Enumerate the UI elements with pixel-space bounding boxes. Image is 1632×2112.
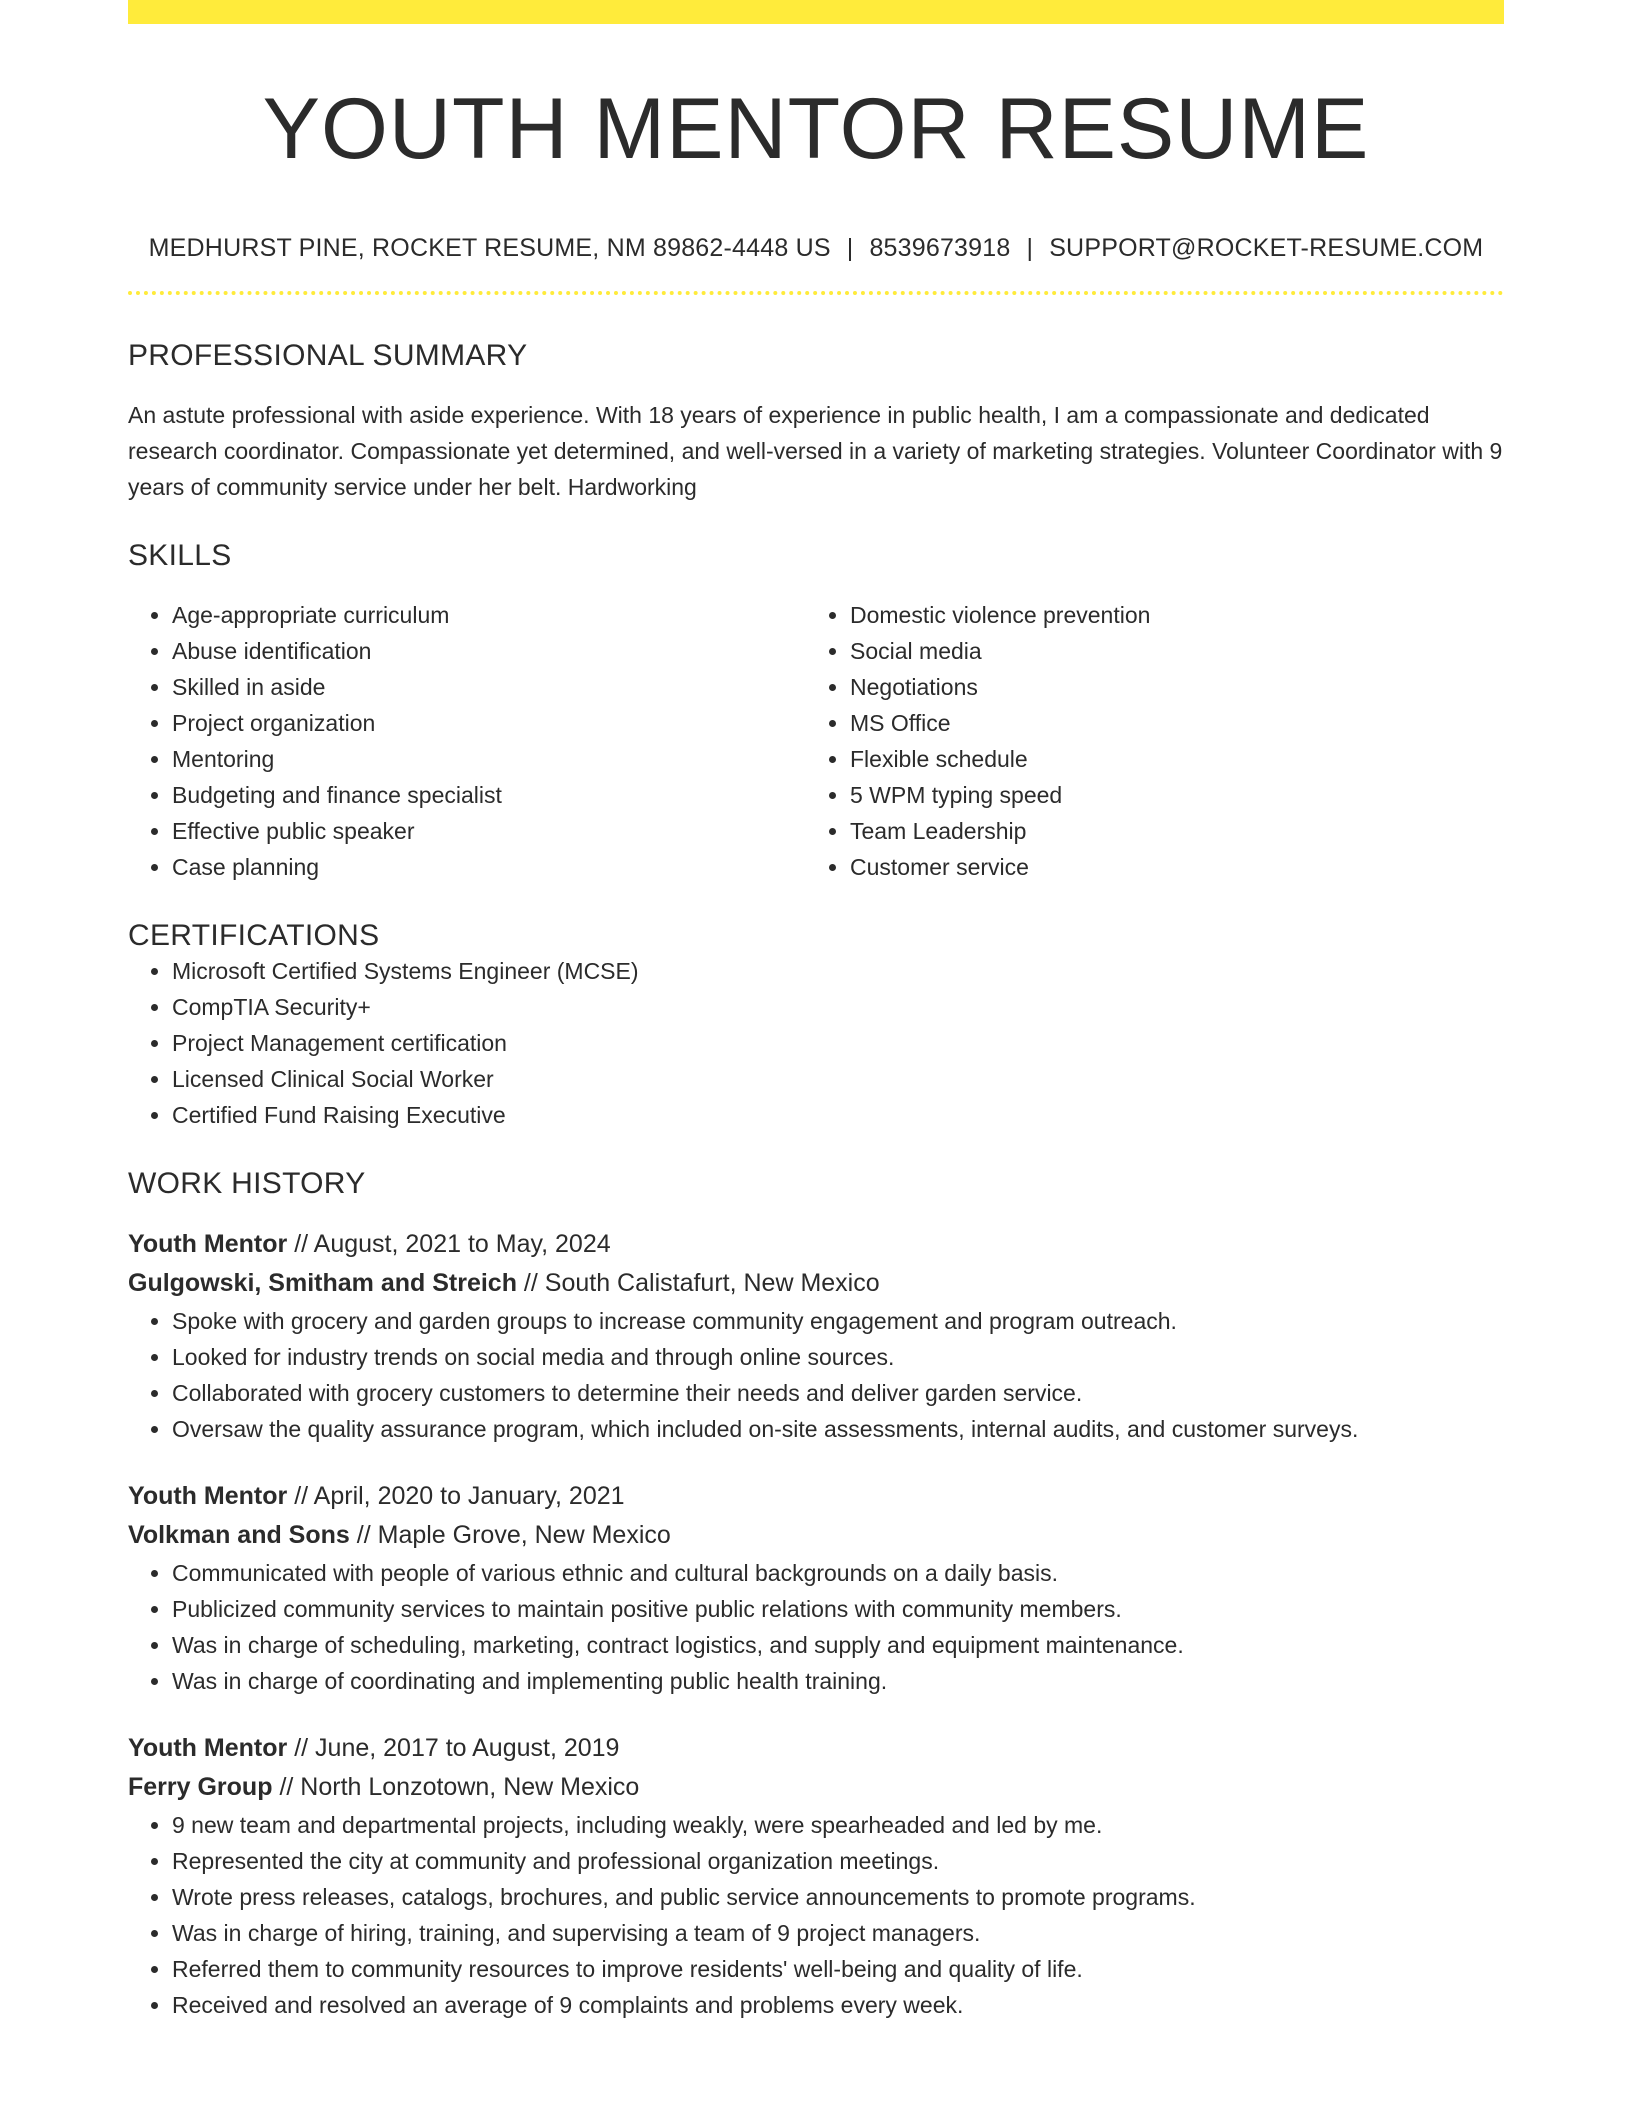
job-separator: // <box>523 1269 538 1298</box>
skill-item: • Effective public speaker <box>172 813 806 849</box>
skill-item: • Mentoring <box>172 741 806 777</box>
job-duty: • Wrote press releases, catalogs, brochures, and public service announcements to promote programs. <box>172 1879 1504 1915</box>
job-company: Gulgowski, Smitham and Streich <box>128 1269 517 1298</box>
job-duty: • Oversaw the quality assurance program, which included on-site assessments, internal audits, and customer surveys. <box>172 1411 1504 1447</box>
certification-item: • CompTIA Security+ <box>172 989 1504 1025</box>
job-company-line <box>128 1768 1504 1807</box>
job-entry <box>128 1477 1504 1699</box>
skills-list-right <box>806 597 1484 885</box>
accent-top-bar <box>128 0 1504 24</box>
job-duty: • 9 new team and departmental projects, including weakly, were spearheaded and led by me. <box>172 1807 1504 1843</box>
dotted-divider <box>128 291 1504 295</box>
contact-separator: | <box>846 234 854 263</box>
job-separator: // <box>279 1773 294 1802</box>
job-duty: • Was in charge of coordinating and implementing public health training. <box>172 1663 1504 1699</box>
job-company-line <box>128 1516 1504 1555</box>
job-duties-list <box>128 1303 1504 1447</box>
skills-grid <box>128 597 1504 885</box>
contact-address: MEDHURST PINE, ROCKET RESUME, NM 89862-4448 US <box>148 234 831 263</box>
job-role: Youth Mentor <box>128 1482 288 1511</box>
job-duty: • Was in charge of hiring, training, and supervising a team of 9 project managers. <box>172 1915 1504 1951</box>
job-location: South Calistafurt, New Mexico <box>544 1269 880 1298</box>
job-dates: June, 2017 to August, 2019 <box>315 1734 620 1763</box>
skill-item: • Team Leadership <box>850 813 1484 849</box>
job-title-line <box>128 1477 1504 1516</box>
skill-item: • Skilled in aside <box>172 669 806 705</box>
skills-heading: SKILLS <box>128 539 232 573</box>
skill-item: • Domestic violence prevention <box>850 597 1484 633</box>
job-duty: • Collaborated with grocery customers to determine their needs and deliver garden service. <box>172 1375 1504 1411</box>
skills-column-right <box>806 597 1484 885</box>
contact-email[interactable]: SUPPORT@ROCKET-RESUME.COM <box>1049 234 1484 263</box>
skills-column-left <box>128 597 806 885</box>
skills-list-left <box>128 597 806 885</box>
job-dates: April, 2020 to January, 2021 <box>313 1482 625 1511</box>
skill-item: • Case planning <box>172 849 806 885</box>
certification-item: • Certified Fund Raising Executive <box>172 1097 1504 1133</box>
job-location: Maple Grove, New Mexico <box>377 1521 671 1550</box>
job-duty: • Looked for industry trends on social media and through online sources. <box>172 1339 1504 1375</box>
resume-title: YOUTH MENTOR RESUME <box>262 81 1370 177</box>
skill-item: • Flexible schedule <box>850 741 1484 777</box>
job-location: North Lonzotown, New Mexico <box>300 1773 640 1802</box>
certifications-list <box>128 953 1504 1133</box>
job-duties-list <box>128 1555 1504 1699</box>
job-separator: // <box>294 1482 309 1511</box>
skill-item: • Customer service <box>850 849 1484 885</box>
summary-text: An astute professional with aside experience. With 18 years of experience in public health, I am a compassionate and dedicated research coordinator. Compassionate yet determined, and well-versed in a variety of marketing strategies. Volunteer Coordinator with 9 years of community service under her belt. Hardworking <box>128 402 1503 501</box>
work-history-heading: WORK HISTORY <box>128 1167 366 1201</box>
job-title-line <box>128 1225 1504 1264</box>
job-company: Volkman and Sons <box>128 1521 350 1550</box>
job-duty: • Was in charge of scheduling, marketing, contract logistics, and supply and equipment maintenance. <box>172 1627 1504 1663</box>
skill-item: • Budgeting and finance specialist <box>172 777 806 813</box>
contact-line <box>128 234 1504 263</box>
skill-item: • Abuse identification <box>172 633 806 669</box>
job-entry <box>128 1729 1504 2023</box>
skill-item: • MS Office <box>850 705 1484 741</box>
skill-item: • Project organization <box>172 705 806 741</box>
job-role: Youth Mentor <box>128 1230 288 1259</box>
job-dates: August, 2021 to May, 2024 <box>313 1230 611 1259</box>
contact-separator: | <box>1026 234 1034 263</box>
job-entry <box>128 1225 1504 1447</box>
skill-item: • Negotiations <box>850 669 1484 705</box>
certification-item: • Licensed Clinical Social Worker <box>172 1061 1504 1097</box>
job-duty: • Spoke with grocery and garden groups to increase community engagement and program outreach. <box>172 1303 1504 1339</box>
certifications-heading: CERTIFICATIONS <box>128 919 380 953</box>
job-duty: • Publicized community services to maintain positive public relations with community members. <box>172 1591 1504 1627</box>
job-separator: // <box>356 1521 371 1550</box>
job-company: Ferry Group <box>128 1773 273 1802</box>
job-duty: • Represented the city at community and professional organization meetings. <box>172 1843 1504 1879</box>
job-company-line <box>128 1264 1504 1303</box>
certification-item: • Project Management certification <box>172 1025 1504 1061</box>
job-separator: // <box>294 1230 309 1259</box>
job-title-line <box>128 1729 1504 1768</box>
job-role: Youth Mentor <box>128 1734 288 1763</box>
contact-phone: 8539673918 <box>869 234 1011 263</box>
job-duties-list <box>128 1807 1504 2023</box>
skill-item: • Social media <box>850 633 1484 669</box>
skill-item: • Age-appropriate curriculum <box>172 597 806 633</box>
job-duty: • Referred them to community resources to improve residents' well-being and quality of life. <box>172 1951 1504 1987</box>
job-separator: // <box>294 1734 309 1763</box>
job-duty: • Received and resolved an average of 9 complaints and problems every week. <box>172 1987 1504 2023</box>
summary-heading: PROFESSIONAL SUMMARY <box>128 339 528 373</box>
resume-page <box>128 0 1504 2023</box>
skill-item: • 5 WPM typing speed <box>850 777 1484 813</box>
certification-item: • Microsoft Certified Systems Engineer (MCSE) <box>172 953 1504 989</box>
job-duty: • Communicated with people of various ethnic and cultural backgrounds on a daily basis. <box>172 1555 1504 1591</box>
